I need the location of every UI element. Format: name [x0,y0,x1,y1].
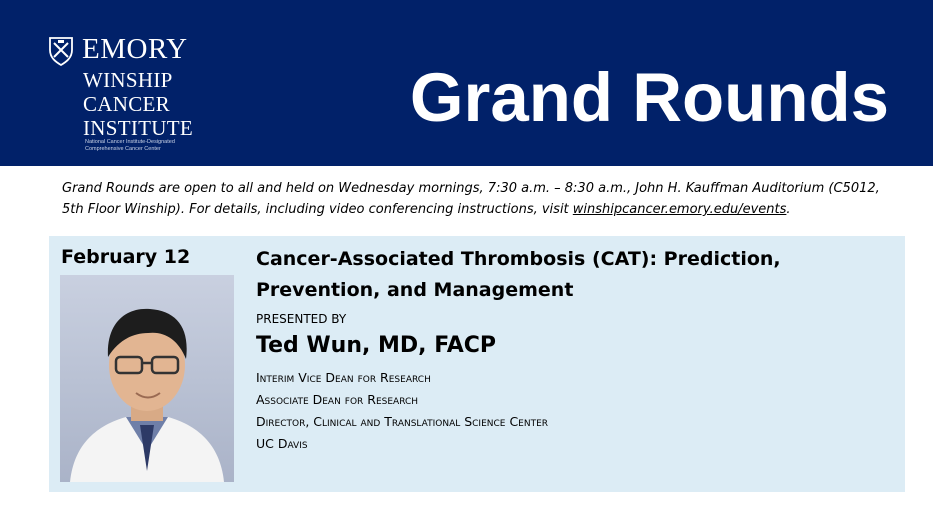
role-line: UC Davis [256,436,308,451]
event-title: Cancer-Associated Thrombosis (CAT): Prediction, Prevention, and Management [256,248,781,301]
intro-text: Grand Rounds are open to all and held on Wednesday mornings, 7:30 a.m. – 8:30 a.m., John H. Kauffman Auditorium (C5012, 5th Floor Winship). For details, including video conferencing instructions, visit [62,181,880,217]
logo-tagline-2: Comprehensive Cancer Center [85,146,161,152]
emory-shield-icon [48,36,74,66]
speaker-name: Ted Wun, MD, FACP [256,333,496,358]
role-line: Interim Vice Dean for Research [256,370,431,385]
intro-paragraph [62,178,902,220]
role-line: Director, Clinical and Translational Science Center [256,414,549,429]
events-link[interactable]: winshipcancer.emory.edu/events [572,202,787,217]
speaker-photo [60,275,234,482]
logo-winship-text: WINSHIP [83,68,173,92]
event-card [49,236,905,492]
speaker-roles [256,367,548,455]
role-line: Associate Dean for Research [256,392,419,407]
intro-suffix: . [786,202,791,217]
logo-institute-text: INSTITUTE [83,116,194,140]
logo-tagline-1: National Cancer Institute-Designated [85,139,175,145]
emory-winship-logo[interactable] [48,34,248,164]
logo-cancer-text: CANCER [83,92,170,116]
event-date: February 12 [61,246,191,268]
presented-by-label: PRESENTED BY [256,312,347,326]
header-banner [0,0,933,166]
logo-emory-text: EMORY [82,33,188,65]
page-title: Grand Rounds [409,59,889,136]
